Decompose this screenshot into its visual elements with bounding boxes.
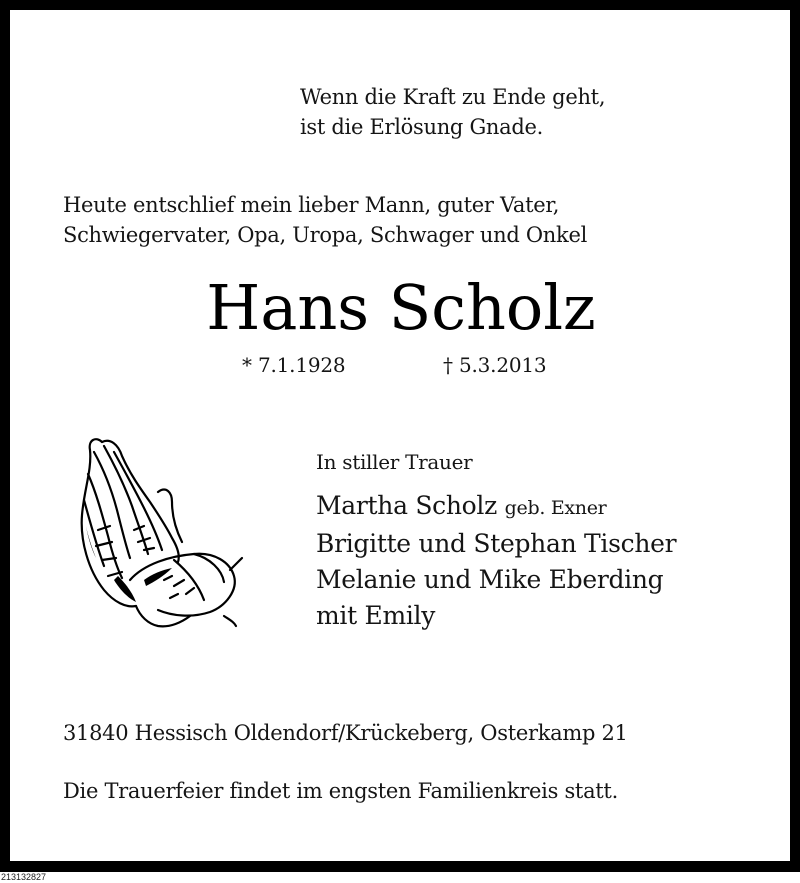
ad-id-number: 213132827 — [1, 872, 47, 882]
mourner-line — [316, 562, 676, 598]
mourner-name: Melanie und Mike Eberding — [316, 565, 664, 594]
mourners-list — [316, 488, 676, 634]
mourning-label: In stiller Trauer — [316, 450, 473, 474]
intro-line-2: Schwiegervater, Opa, Uropa, Schwager und Onkel — [63, 223, 587, 247]
praying-hands-icon — [74, 430, 244, 630]
motto-quote — [300, 82, 605, 142]
mourner-line — [316, 526, 676, 562]
intro-line-1: Heute entschlief mein lieber Mann, guter Vater, — [63, 193, 560, 217]
mourner-maiden-name: geb. Exner — [504, 497, 607, 519]
mourner-line — [316, 488, 676, 526]
mourner-line — [316, 598, 676, 634]
intro-text — [63, 190, 587, 250]
mourner-name: Martha Scholz — [316, 491, 498, 520]
birth-date: * 7.1.1928 — [242, 353, 346, 377]
mourner-name: mit Emily — [316, 601, 436, 630]
motto-line-1: Wenn die Kraft zu Ende geht, — [300, 85, 606, 109]
family-address: 31840 Hessisch Oldendorf/Krückeberg, Osterkamp 21 — [63, 721, 628, 745]
mourner-name: Brigitte und Stephan Tischer — [316, 529, 677, 558]
motto-line-2: ist die Erlösung Gnade. — [300, 115, 544, 139]
death-date: † 5.3.2013 — [443, 353, 547, 377]
ceremony-note: Die Trauerfeier findet im engsten Familienkreis statt. — [63, 779, 618, 803]
deceased-name: Hans Scholz — [206, 271, 596, 344]
